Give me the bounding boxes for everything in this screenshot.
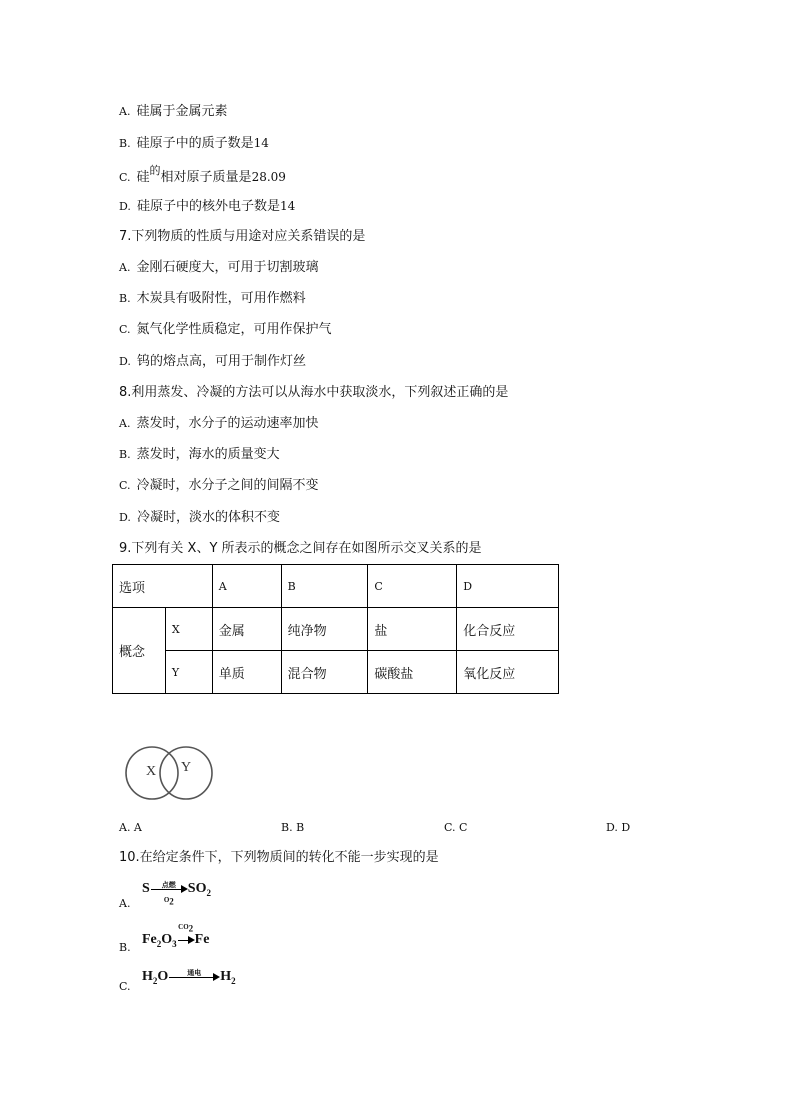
arrow-condition-above: 通电 — [187, 968, 202, 977]
q8-stem: 8.利用蒸发、冷凝的方法可以从海水中获取淡水，下列叙述正确的是 — [119, 385, 509, 400]
answer-option-a: A. A — [119, 821, 142, 834]
product-subscript: 2 — [206, 887, 211, 898]
q7-option-c — [119, 321, 332, 339]
q6-option-b — [119, 134, 269, 153]
table-cell: 混合物 — [281, 651, 368, 694]
table-column-header: B — [281, 565, 368, 608]
q9-stem: 9.下列有关 X、Y 所表示的概念之间存在如图所示交叉关系的是 — [119, 541, 482, 556]
table-cell: 纯净物 — [281, 608, 368, 651]
option-label: B. — [119, 448, 131, 461]
option-text: 硅原子中的质子数是 — [136, 136, 254, 151]
option-label: B. — [119, 137, 131, 150]
option-text: 冷凝时，水分子之间的间隔不变 — [136, 478, 319, 493]
q7-option-b — [119, 290, 306, 308]
option-text: 金刚石硬度大，可用于切割玻璃 — [136, 260, 319, 275]
option-text: 硅原子中的核外电子数是 — [136, 199, 280, 214]
condition-text: CO — [178, 922, 189, 931]
table-row — [113, 651, 559, 694]
venn-diagram — [122, 742, 218, 804]
option-label: C. — [119, 980, 131, 993]
table-header-label: 选项 — [113, 565, 213, 608]
table-row-key: Y — [165, 651, 212, 694]
reaction-equation — [142, 969, 236, 986]
reaction-arrow — [169, 970, 219, 984]
venn-label-y: Y — [181, 760, 192, 775]
option-text: 冷凝时，淡水的体积不变 — [136, 510, 280, 525]
table-header-row — [113, 565, 559, 608]
option-label: A. — [119, 897, 131, 910]
option-text: 钨的熔点高，可用于制作灯丝 — [136, 354, 306, 369]
option-text: 硅属于金属元素 — [136, 104, 228, 119]
q7-option-a — [119, 259, 318, 277]
reactant: S — [142, 881, 150, 896]
option-text-sup: 的 — [149, 164, 161, 177]
reactant: Fe — [142, 932, 157, 947]
option-label: A. — [119, 417, 131, 430]
option-label: A. — [119, 105, 131, 118]
arrow-condition-above: 点燃 — [161, 880, 176, 889]
option-label: D. — [119, 511, 131, 524]
option-label: D. — [119, 200, 131, 213]
reaction-arrow — [178, 922, 194, 947]
product: SO — [187, 881, 207, 896]
q6-option-a — [119, 103, 227, 121]
table-column-header: D — [457, 565, 559, 608]
option-text-pre: 硅 — [136, 170, 150, 185]
table-cell: 氧化反应 — [457, 651, 559, 694]
condition-subscript: 2 — [169, 896, 174, 907]
condition-text: O — [163, 895, 170, 904]
q8-option-d — [119, 509, 280, 527]
reactant: H — [142, 969, 153, 984]
answer-option-d: D. D — [606, 821, 631, 834]
q6-option-c — [119, 164, 286, 187]
option-text: 蒸发时，水分子的运动速率加快 — [136, 416, 319, 431]
product: H — [220, 969, 232, 984]
table-row-key: X — [165, 608, 212, 651]
table-row-group-label: 概念 — [113, 608, 166, 694]
q7-stem: 7.下列物质的性质与用途对应关系错误的是 — [119, 229, 366, 244]
reaction-arrow — [151, 880, 187, 907]
reactant-part-2: O — [157, 969, 169, 984]
table-column-header: C — [368, 565, 457, 608]
option-label: C. — [119, 171, 131, 184]
option-text: 蒸发时，海水的质量变大 — [136, 447, 280, 462]
table-cell: 金属 — [212, 608, 281, 651]
option-label: B. — [119, 292, 131, 305]
reaction-equation — [142, 880, 211, 907]
option-text: 氮气化学性质稳定，可用作保护气 — [136, 322, 332, 337]
table-column-header: A — [212, 565, 281, 608]
arrow-condition-above — [178, 923, 194, 933]
q8-option-c — [119, 477, 319, 495]
option-label: B. — [119, 941, 131, 954]
q7-option-d — [119, 353, 306, 371]
venn-label-x: X — [146, 764, 157, 779]
reactant-subscript: 2 — [152, 975, 158, 986]
reactant-part-2-subscript: 3 — [172, 938, 177, 949]
reactant-part-2: O — [161, 932, 173, 947]
condition-subscript: 2 — [188, 923, 194, 934]
option-number: 14 — [279, 199, 296, 213]
table-row — [113, 608, 559, 651]
table-cell: 单质 — [212, 651, 281, 694]
option-number: 28.09 — [251, 170, 286, 184]
table-cell: 盐 — [368, 608, 457, 651]
arrow-condition-below — [151, 896, 187, 906]
option-label: C. — [119, 479, 131, 492]
q6-option-d — [119, 197, 295, 216]
option-label: A. — [119, 261, 131, 274]
option-label: C. — [119, 323, 131, 336]
q8-option-a — [119, 415, 318, 433]
table-cell: 碳酸盐 — [368, 651, 457, 694]
option-text: 木炭具有吸附性，可用作燃料 — [136, 291, 306, 306]
option-number: 14 — [253, 136, 269, 150]
option-text: 相对原子质量是 — [160, 170, 252, 185]
reactant-subscript: 2 — [156, 938, 162, 949]
q10-stem: 10.在给定条件下，下列物质间的转化不能一步实现的是 — [119, 850, 439, 865]
table-cell: 化合反应 — [457, 608, 559, 651]
product: Fe — [194, 932, 210, 947]
product-subscript: 2 — [231, 975, 236, 986]
q8-option-b — [119, 446, 280, 464]
option-label: D. — [119, 355, 131, 368]
answer-option-c: C. C — [444, 821, 468, 834]
answer-option-b: B. B — [281, 821, 305, 834]
concept-table — [112, 564, 559, 694]
reaction-equation — [142, 922, 210, 949]
